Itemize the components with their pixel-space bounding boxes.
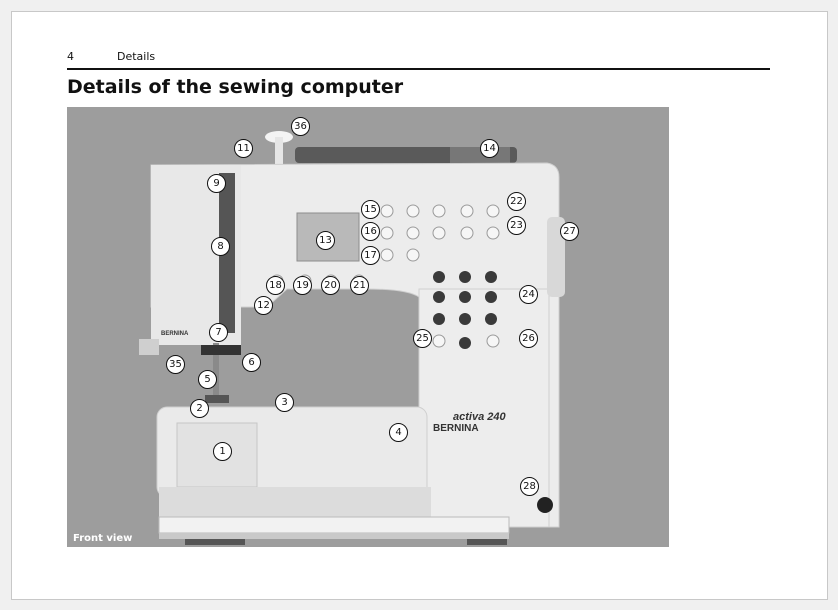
manual-page	[11, 11, 828, 600]
figure-caption: Front view	[73, 533, 133, 544]
callout-22: 22	[507, 192, 526, 211]
page-number: 4	[67, 50, 74, 63]
callout-7: 7	[209, 323, 228, 342]
callout-8: 8	[211, 237, 230, 256]
callout-13: 13	[316, 231, 335, 250]
callout-25: 25	[413, 329, 432, 348]
model-label: activa 240	[453, 411, 506, 423]
callout-35: 35	[166, 355, 185, 374]
callout-27: 27	[560, 222, 579, 241]
callout-4: 4	[389, 423, 408, 442]
small-brand-label: BERNINA	[161, 331, 189, 337]
callout-24: 24	[519, 285, 538, 304]
sewing-machine-drawing	[67, 107, 669, 547]
callout-19: 19	[293, 276, 312, 295]
callout-9: 9	[207, 174, 226, 193]
callout-6: 6	[242, 353, 261, 372]
header-rule	[67, 68, 770, 70]
callout-1: 1	[213, 442, 232, 461]
callout-16: 16	[361, 222, 380, 241]
callout-2: 2	[190, 399, 209, 418]
callout-23: 23	[507, 216, 526, 235]
callout-17: 17	[361, 246, 380, 265]
brand-label: BERNINA	[433, 423, 479, 434]
callout-3: 3	[275, 393, 294, 412]
callout-28: 28	[520, 477, 539, 496]
callout-36: 36	[291, 117, 310, 136]
callout-18: 18	[266, 276, 285, 295]
callout-14: 14	[480, 139, 499, 158]
section-name: Details	[117, 50, 156, 63]
callout-15: 15	[361, 200, 380, 219]
callout-20: 20	[321, 276, 340, 295]
callout-26: 26	[519, 329, 538, 348]
callout-12: 12	[254, 296, 273, 315]
sewing-machine-photo	[67, 107, 669, 547]
callout-21: 21	[350, 276, 369, 295]
callout-5: 5	[198, 370, 217, 389]
page-title: Details of the sewing computer	[67, 76, 404, 98]
callout-11: 11	[234, 139, 253, 158]
